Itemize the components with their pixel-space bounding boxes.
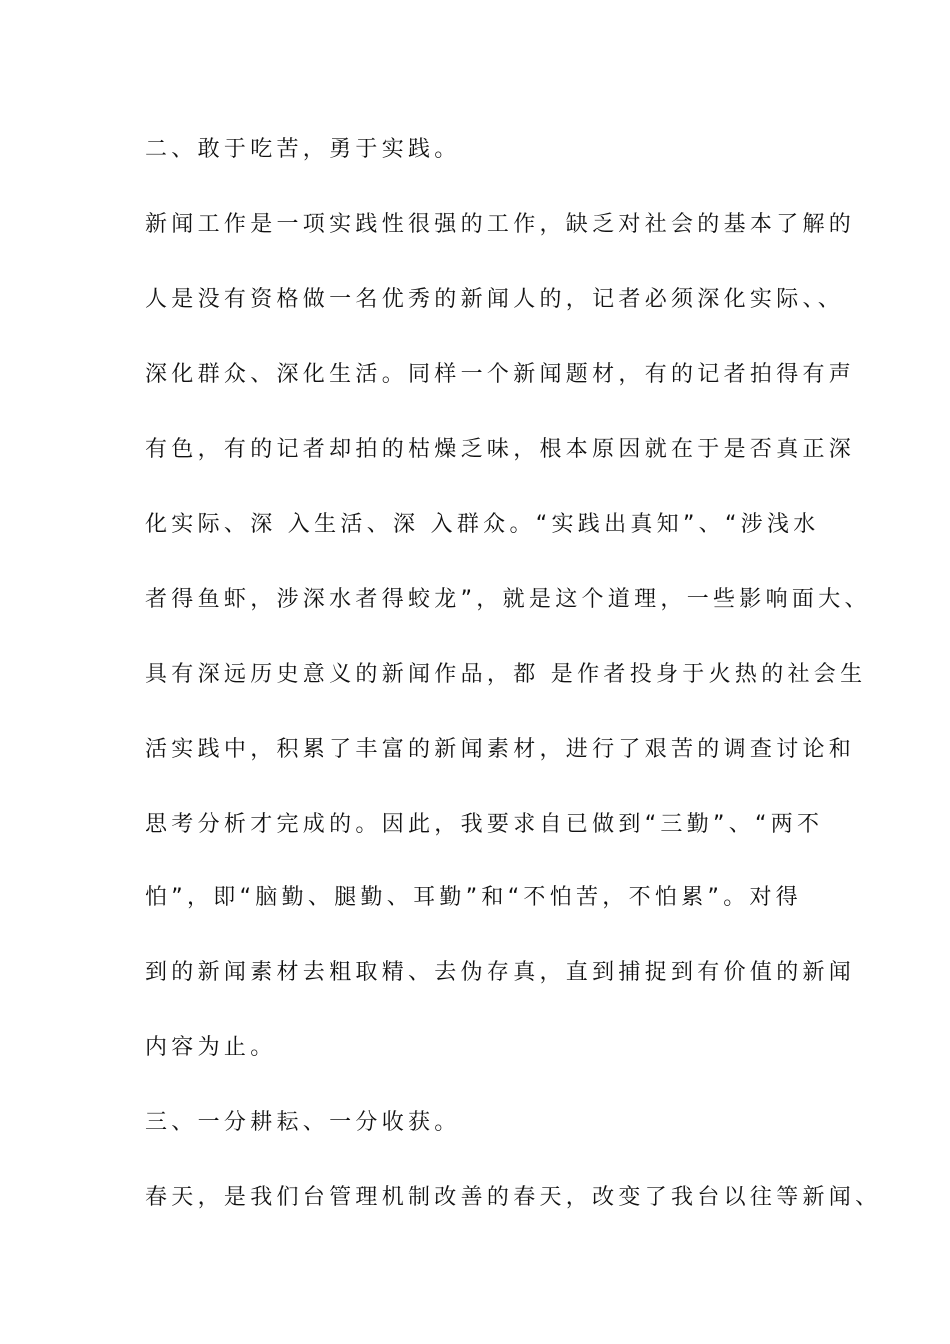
paragraph-line: 化实际、深 入生活、深 入群众。“实践出真知”、“涉浅水 xyxy=(145,512,820,537)
paragraph-line: 深化群众、深化生活。同样一个新闻题材，有的记者拍得有声 xyxy=(145,362,856,387)
paragraph-line: 思考分析才完成的。因此，我要求自已做到“三勤”、“两不 xyxy=(145,812,824,837)
paragraph-line: 有色，有的记者却拍的枯燥乏味，根本原因就在于是否真正深 xyxy=(145,437,856,462)
section-heading-2: 二、敢于吃苦，勇于实践。 xyxy=(145,137,461,162)
section-heading-3: 三、一分耕耘、一分收获。 xyxy=(145,1110,461,1135)
paragraph-line: 怕”，即“脑勤、腿勤、耳勤”和“不怕苦，不怕累”。对得 xyxy=(145,885,803,910)
paragraph-line: 内容为止。 xyxy=(145,1035,277,1060)
paragraph-line: 人是没有资格做一名优秀的新闻人的，记者必须深化实际、、 xyxy=(145,287,845,312)
paragraph-line: 到的新闻素材去粗取精、去伪存真，直到捕捉到有价值的新闻 xyxy=(145,960,856,985)
paragraph-line: 具有深远历史意义的新闻作品，都 是作者投身于火热的社会生 xyxy=(145,662,867,687)
paragraph-line: 春天，是我们台管理机制改善的春天，改变了我台以往等新闻、 xyxy=(145,1185,882,1210)
paragraph-line: 活实践中，积累了丰富的新闻素材，进行了艰苦的调查讨论和 xyxy=(145,737,856,762)
paragraph-line: 新闻工作是一项实践性很强的工作，缺乏对社会的基本了解的 xyxy=(145,212,856,237)
paragraph-line: 者得鱼虾，涉深水者得蛟龙”，就是这个道理，一些影响面大、 xyxy=(145,587,871,612)
